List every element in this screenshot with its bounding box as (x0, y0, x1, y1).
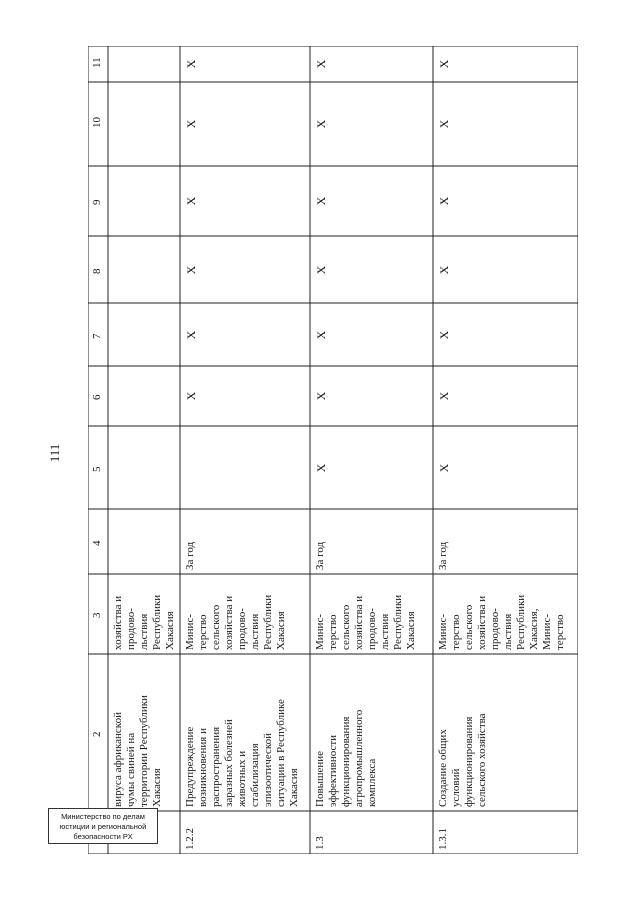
cross-mark: X (314, 265, 328, 274)
row-name: вируса африканской чумы свиней на территории Республики Хакасия (112, 695, 163, 807)
row-period: За год (437, 541, 449, 570)
cross-mark: X (314, 196, 328, 206)
cross-mark: X (437, 463, 451, 472)
row-executor: Минис- терство сельского хозяйства и продово- льствия Республики Хакасия (184, 594, 287, 650)
cross-mark: X (437, 196, 451, 206)
column-number: 9 (91, 199, 103, 205)
column-number: 10 (91, 117, 103, 128)
column-number: 3 (91, 612, 103, 618)
cross-mark: X (437, 265, 451, 274)
page-number: 111 (47, 443, 62, 463)
cross-mark: X (314, 119, 328, 129)
cross-mark: X (184, 196, 198, 206)
cross-mark: X (437, 119, 451, 129)
cross-mark: X (184, 265, 198, 274)
row-executor: Минис- терство сельского хозяйства и продово- льствия Республики Хакасия (314, 594, 417, 650)
column-number: 5 (91, 466, 103, 472)
cross-mark: X (314, 59, 328, 69)
row-id: 1.2.2 (184, 828, 196, 850)
column-number: 4 (91, 540, 103, 546)
column-number: 6 (91, 394, 103, 400)
cross-mark: X (437, 59, 451, 69)
cross-mark: X (314, 330, 328, 339)
column-number: 2 (91, 731, 103, 737)
cross-mark: X (184, 119, 198, 129)
row-name: Повышение эффективности функционирования агропромышленного комплекса (314, 709, 378, 807)
row-period: За год (314, 541, 326, 570)
cross-mark: X (437, 391, 451, 401)
registration-stamp: Министерство по делам юстиции и региональной безопасности РХ (48, 808, 158, 844)
column-number: 7 (91, 333, 103, 339)
column-number: 8 (91, 268, 103, 274)
row-id: 1.3 (314, 836, 326, 850)
cross-mark: X (184, 330, 198, 339)
cross-mark: X (184, 59, 198, 69)
cross-mark: X (437, 330, 451, 339)
row-executor: Минис- терство сельского хозяйства и продово- льствия Республики Хакасия, Минис- терство (437, 594, 566, 650)
row-executor: хозяйства и продово- льствия Республики Хакасия (112, 594, 176, 650)
cross-mark: X (184, 391, 198, 401)
row-id: 1.3.1 (437, 828, 449, 850)
row-name: Предупреждение возникновения и распространения заразных болезней животных и стабилизация эпизоотической ситуации в Республике Хакасия (184, 699, 300, 807)
cross-mark: X (314, 391, 328, 401)
cross-mark: X (314, 463, 328, 472)
column-number: 11 (91, 57, 103, 68)
row-name: Создание общих условий функционирования сельского хозяйства (437, 713, 488, 807)
row-period: За год (184, 541, 196, 570)
